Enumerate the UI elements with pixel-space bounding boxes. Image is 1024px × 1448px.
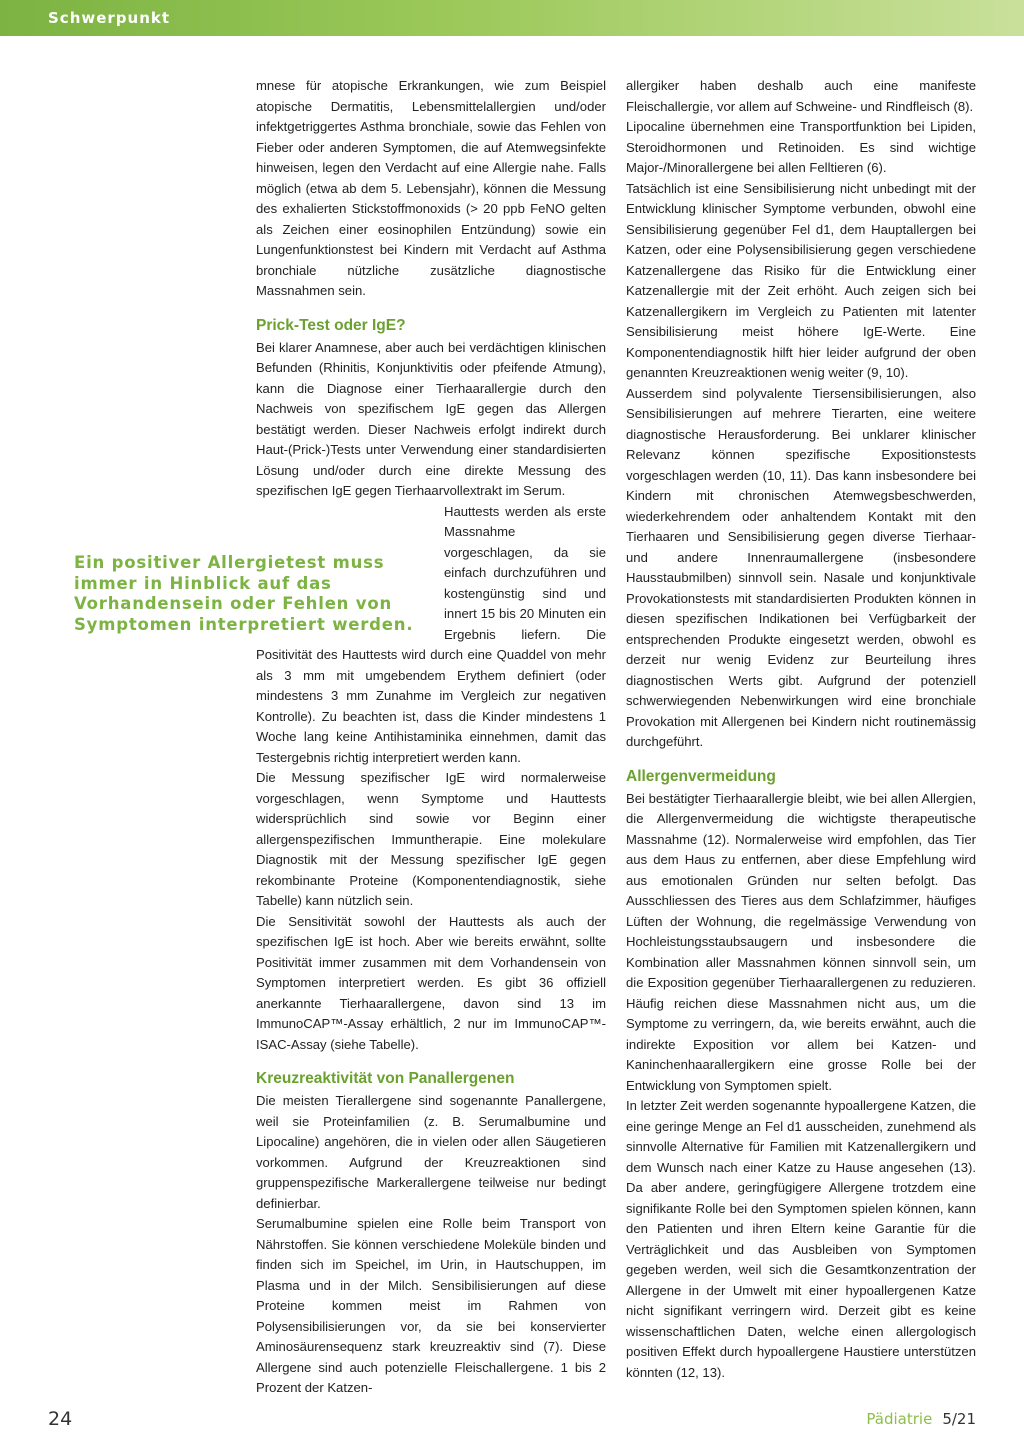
subheading-kreuzreaktivitaet: Kreuzreaktivität von Panallergenen <box>256 1070 515 1087</box>
page-number: 24 <box>48 1408 73 1430</box>
paragraph: Die Messung spezifischer IgE wird normalerweise vorgeschlagen, wenn Symptome und Hauttests widersprüchlich sind sowie vor Beginn einer allergenspezifischen Immuntherapie. Eine molekulare Diagnostik mit der Messung spezifischer IgE gegen rekombinante Proteine (Komponentendiagnostik, siehe Tabelle) kann nützlich sein. <box>256 770 606 908</box>
paragraph: Hauttests werden als erste Massnahme vorgeschlagen, da sie einfach durchzuführen und kostengünstig sind und innert 15 bis 20 Minuten ein Ergebnis liefern. Die Positivität des Hauttests wird durch eine Quaddel von mehr als 3 mm mit umgebendem Erythem definiert (oder mindestens 3 mm Zunahme im Vergleich zur negativen Kontrolle). Zu beachten ist, dass die Kinder mindestens 1 Woche lang keine Antihistaminika einnehmen, damit das Testergebnis richtig interpretiert werden kann. <box>256 503 606 765</box>
paragraph: Bei klarer Anamnese, aber auch bei verdächtigen klinischen Befunden (Rhinitis, Konjunktivitis oder pfeifende Atmung), kann die Diagnose einer Tierhaarallergie durch den Nachweis von spezifischem IgE gegen das Allergen bestätigt werden. Dieser Nachweis erfolgt indirekt durch Haut-(Prick-)Tests unter Verwendung einer standardisierten Lösung und/oder durch eine direkte Messung des spezifischen IgE gegen Tierhaarvollextrakt im Serum. <box>256 339 606 498</box>
paragraph: Lipocaline übernehmen eine Transportfunktion bei Lipiden, Steroidhormonen und Retinoiden. Es sind wichtige Major-/Minorallergene bei allen Felltieren (6). <box>626 119 976 175</box>
paragraph: Tatsächlich ist eine Sensibilisierung nicht unbedingt mit der Entwicklung klinischer Symptome verbunden, obwohl eine Sensibilisierung gegenüber Fel d1, dem Hauptallergen bei Katzen, oder eine Polysensibilisierung gegen verschiedene Katzenallergene das Risiko für die Entwicklung einer Katzenallergie mit der Zeit erhöht. Auch zeigen sich bei Katzenallergikern im Vergleich zu Patienten mit latenter Sensibilisierung meist höhere IgE-Werte. Eine Komponentendiagnostik hilft hier leider aufgrund der oben genannten Kreuzreaktionen wenig weiter (9, 10). <box>626 180 976 380</box>
subheading-prick-test: Prick-Test oder IgE? <box>256 316 406 334</box>
left-column <box>256 76 606 1399</box>
paragraph: Serumalbumine spielen eine Rolle beim Transport von Nährstoffen. Sie können verschiedene Moleküle binden und finden sich im Speichel, im Urin, in Hautschuppen, im Plasma und in der Milch. Sensibilisierungen auf diese Proteine kommen meist im Rahmen von Polysensibilisierungen vor, da sie bei konservierter Aminosäurensequenz stark kreuzreaktiv sind (7). Diese Allergene sind auch potenzielle Fleischallergene. 1 bis 2 Prozent der Katzen- <box>256 1216 606 1395</box>
paragraph: Die Sensitivität sowohl der Hauttests als auch der spezifischen IgE ist hoch. Aber wie bereits erwähnt, sollte Positivität immer zusammen mit dem Vorhandensein von Symptomen interpretiert werden. Es gibt 36 offiziell anerkannte Tierhaarallergene, davon sind 13 im ImmunoCAP™-Assay erhältlich, 2 nur im ImmunoCAP™-ISAC-Assay (siehe Tabelle). <box>256 913 606 1052</box>
right-column <box>626 76 976 1383</box>
subheading-allergenvermeidung: Allergenvermeidung <box>626 767 776 785</box>
pullquote: Ein positiver Allergietest muss immer in Hinblick auf das Vorhandensein oder Fehlen von Symptomen interpretiert werden. <box>74 553 414 634</box>
journal-footer <box>866 1410 976 1428</box>
journal-issue: 5/21 <box>942 1410 976 1428</box>
paragraph: Bei bestätigter Tierhaarallergie bleibt, wie bei allen Allergien, die Allergenvermeidung die wichtigste therapeutische Massnahme (12). Normalerweise wird empfohlen, das Tier aus dem Haus zu entfernen, aber diese Empfehlung wird aus emotionalen Gründen nur selten befolgt. Das Ausschliessen des Tieres aus dem Schlafzimmer, häufiges Lüften der Wohnung, die regelmässige Verwendung von Hochleistungsstaubsaugern und insbesondere die Kombination aller Massnahmen können sinnvoll sein, um die Exposition gegenüber Tierhaarallergenen zu reduzieren. Häufig reichen diese Massnahmen nicht aus, um die Symptome zu verringern, da, wie bereits erwähnt, auch die indirekte Exposition vor allem bei Katzen- und Kaninchenhaarallergikern eine grosse Rolle bei der Entwicklung von Symptomen spielt. <box>626 790 976 1093</box>
journal-name: Pädiatrie <box>866 1410 933 1428</box>
section-header-bar <box>0 0 1024 36</box>
paragraph: Ausserdem sind polyvalente Tiersensibilisierungen, also Sensibilisierungen auf mehrere Tierarten, eine weitere diagnostische Herausforderung. Bei unklarer klinischer Relevanz können spezifische Expositionstests vorgeschlagen werden (10, 11). Das kann insbesondere bei Kindern mit chronischen Atemwegsbeschwerden, wiederkehrendem oder anhaltendem Kontakt mit den Tierhaaren und Sensibilisierung gegen diverse Tierhaar- und andere Innenraumallergene (insbesondere Hausstaubmilben) sinnvoll sein. Nasale und konjunktivale Provokationstests mit standardisierten Produkten können in diesen spezifischen Indikationen bei Verfügbarkeit der entsprechenden Produkte eingesetzt werden, obwohl es derzeit nur wenig Evidenz zur Beurteilung ihres diagnostischen Werts gibt. Aufgrund der potenziell schwerwiegenden Nebenwirkungen wird eine bronchiale Provokation mit Allergenen bei Kindern nicht routinemässig durchgeführt. <box>626 385 976 749</box>
section-title: Schwerpunkt <box>48 9 171 27</box>
paragraph: In letzter Zeit werden sogenannte hypoallergene Katzen, die eine geringe Menge an Fel d1 ausscheiden, zunehmend als sinnvolle Alternative für Familien mit Katzenallergikern und dem Wunsch nach einer Katze zu Hause angesehen (13). Da aber andere, geringfügigere Allergene trotzdem eine signifikante Rolle bei den Symptomen spielen können, kann den Patienten und ihren Eltern keine Garantie für die Verträglichkeit und das Ausbleiben von Symptomen gegeben werden, weil sich die Gesamtkonzentration der Allergene in der Umwelt mit einer hypoallergenen Katze nicht signifikant verringern wird. Derzeit gibt es keine wissenschaftlichen Daten, welche einen allergologisch positiven Effekt durch hypoallergene Haustiere unterstützen könnten (12, 13). <box>626 1098 976 1380</box>
paragraph: allergiker haben deshalb auch eine manifeste Fleischallergie, vor allem auf Schweine- und Rindfleisch (8). <box>626 78 976 114</box>
paragraph: Die meisten Tierallergene sind sogenannte Panallergene, weil sie Proteinfamilien (z. B. Serumalbumine und Lipocaline) angehören, die in vielen oder allen Säugetieren vorkommen. Aufgrund der Kreuzreaktionen sind gruppenspezifische Markerallergene teilweise nur bedingt definierbar. <box>256 1093 606 1211</box>
paragraph: mnese für atopische Erkrankungen, wie zum Beispiel atopische Dermatitis, Lebensmittelallergien und/oder infektgetriggertes Asthma bronchiale, sowie das Fehlen von Fieber oder anderen Symptomen, die auf Atemwegsinfekte hinweisen, legen den Verdacht auf eine Allergie nahe. Falls möglich (etwa ab dem 5. Lebensjahr), können die Messung des exhalierten Stickstoffmonoxids (> 20 ppb FeNO gelten als Zeichen einer eosinophilen Entzündung) sowie ein Lungenfunktionstest bei Kindern mit Verdacht auf Asthma bronchiale nützliche zusätzliche diagnostische Massnahmen sein. <box>256 78 606 298</box>
